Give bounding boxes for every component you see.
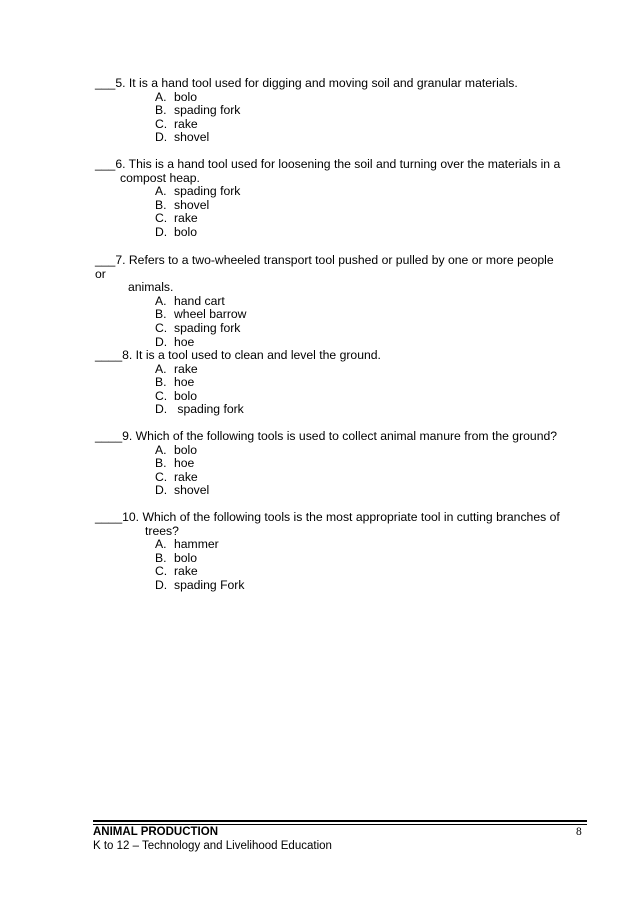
question-stem-continued: trees?: [145, 523, 179, 538]
question-8: [95, 349, 565, 417]
option-c: C. rake: [155, 211, 198, 226]
option-d: D. bolo: [155, 224, 198, 239]
question-7: [95, 254, 565, 349]
option-a: A. hand cart: [155, 293, 225, 308]
question-9: [95, 430, 565, 498]
question-stem-continued: animals.: [128, 280, 174, 295]
question-stem: ____8. It is a tool used to clean and level the ground.: [95, 348, 381, 362]
footer-subtitle: K to 12 – Technology and Livelihood Education: [93, 840, 332, 852]
question-stem: ____10. Which of the following tools is the most appropriate tool in cutting branches of: [95, 510, 560, 524]
option-list: [155, 185, 565, 239]
option-list: [155, 363, 565, 417]
option-b: B. hoe: [155, 375, 195, 390]
option-d: D. hoe: [155, 334, 195, 349]
option-b: B. spading fork: [155, 103, 241, 118]
option-d: D. spading Fork: [155, 577, 245, 592]
question-stem: ___5. It is a hand tool used for digging and moving soil and granular materials.: [95, 76, 518, 90]
option-list: [155, 295, 565, 349]
footer-title: ANIMAL PRODUCTION: [93, 826, 219, 838]
option-list: [155, 444, 565, 498]
option-a: A. spading fork: [155, 184, 241, 199]
option-b: B. bolo: [155, 550, 198, 565]
option-a: A. bolo: [155, 442, 198, 457]
option-list: [155, 538, 565, 592]
footer-divider-thin: [93, 824, 587, 825]
option-a: A. hammer: [155, 537, 219, 552]
option-c: C. rake: [155, 469, 198, 484]
option-c: C. rake: [155, 116, 198, 131]
option-d: D. spading fork: [155, 402, 244, 417]
question-stem-continued: compost heap.: [120, 170, 200, 185]
footer-divider-thick: [93, 820, 587, 822]
question-stem: ____9. Which of the following tools is used to collect animal manure from the ground?: [95, 429, 558, 443]
option-b: B. hoe: [155, 456, 195, 471]
question-6: [95, 158, 565, 240]
question-10: [95, 511, 565, 593]
question-stem: ___6. This is a hand tool used for loosening the soil and turning over the materials in a: [95, 157, 561, 171]
option-c: C. spading fork: [155, 320, 241, 335]
option-a: A. rake: [155, 361, 198, 376]
option-d: D. shovel: [155, 130, 210, 145]
option-a: A. bolo: [155, 89, 198, 104]
page-number: 8: [576, 826, 582, 838]
question-5: [95, 77, 565, 145]
option-b: B. shovel: [155, 197, 210, 212]
question-stem: ___7. Refers to a two-wheeled transport tool pushed or pulled by one or more people or: [95, 253, 554, 281]
option-c: C. bolo: [155, 388, 198, 403]
option-c: C. rake: [155, 564, 198, 579]
option-list: [155, 91, 565, 145]
option-b: B. wheel barrow: [155, 307, 247, 322]
option-d: D. shovel: [155, 483, 210, 498]
